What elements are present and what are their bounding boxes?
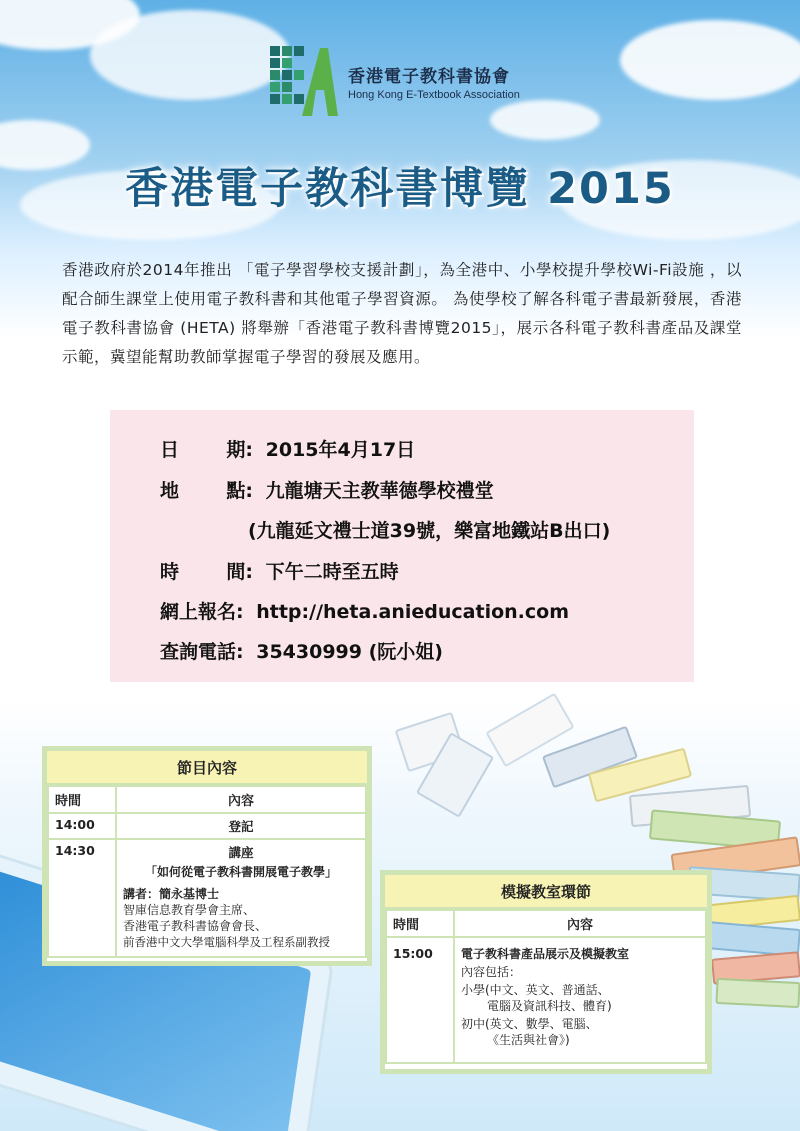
classroom-line: 內容包括： xyxy=(461,965,522,979)
cloud-decoration xyxy=(620,20,800,100)
time-value: 下午二時至五時 xyxy=(265,561,399,583)
classroom-line: 初中(英文、數學、電腦、 xyxy=(461,1017,598,1031)
time-row xyxy=(160,557,399,584)
classroom-heading: 模擬教室環節 xyxy=(385,875,707,909)
table-header-row xyxy=(48,786,366,813)
speaker-role: 前香港中文大學電腦科學及工程系副教授 xyxy=(123,935,330,949)
table-row xyxy=(48,813,366,839)
classroom-line: 小學(中文、英文、普通話、 xyxy=(461,983,610,997)
register-label: 網上報名: xyxy=(160,601,244,623)
row-time: 14:30 xyxy=(48,839,116,957)
speaker-name: 講者：簡永基博士 xyxy=(123,887,220,901)
classroom-panel xyxy=(380,870,712,1074)
speaker-role: 智庫信息教育學會主席、 xyxy=(123,903,256,917)
programme-table xyxy=(47,785,367,958)
row-content: 登記 xyxy=(116,813,366,839)
cloud-decoration xyxy=(90,10,290,100)
programme-panel xyxy=(42,746,372,966)
col-time-header: 時間 xyxy=(386,910,454,937)
logo-name-chinese: 香港電子教科書協會 xyxy=(348,66,510,87)
date-row xyxy=(160,435,415,462)
page-title: 香港電子教科書博覽 2015 xyxy=(125,164,675,214)
talk-label: 講座 xyxy=(228,845,254,860)
book-illustration xyxy=(715,978,800,1008)
col-content-header: 內容 xyxy=(454,910,706,937)
enquiry-value: 35430999 (阮小姐) xyxy=(256,641,443,663)
association-logo xyxy=(268,40,520,122)
event-info-box xyxy=(110,410,694,682)
venue-label: 地 點: xyxy=(160,480,253,502)
classroom-line: 電腦及資訊科技、體育) xyxy=(487,999,612,1013)
speaker-role: 香港電子教科書協會會長、 xyxy=(123,919,268,933)
classroom-title: 電子教科書產品展示及模擬教室 xyxy=(461,947,630,961)
date-value: 2015年4月17日 xyxy=(265,439,416,461)
table-header-row xyxy=(386,910,706,937)
table-row xyxy=(386,937,706,1063)
col-time-header: 時間 xyxy=(48,786,116,813)
talk-topic: 「如何從電子教科書開展電子教學」 xyxy=(144,865,337,879)
col-content-header: 內容 xyxy=(116,786,366,813)
programme-heading: 節目內容 xyxy=(47,751,367,785)
enquiry-label: 查詢電話: xyxy=(160,641,244,663)
venue-address: (九龍延文禮士道39號，樂富地鐵站B出口) xyxy=(248,520,611,542)
table-row xyxy=(48,839,366,957)
row-time: 14:00 xyxy=(48,813,116,839)
logo-name-english: Hong Kong E-Textbook Association xyxy=(348,88,520,101)
classroom-line: 《生活與社會》) xyxy=(487,1033,570,1047)
row-content xyxy=(116,839,366,957)
row-time: 15:00 xyxy=(386,937,454,1063)
venue-row xyxy=(160,476,494,503)
enquiry-row xyxy=(160,637,443,664)
time-label: 時 間: xyxy=(160,561,253,583)
logo-mark-icon xyxy=(268,40,340,122)
date-label: 日 期: xyxy=(160,439,253,461)
register-row xyxy=(160,597,569,624)
row-content xyxy=(454,937,706,1063)
intro-paragraph: 香港政府於2014年推出 「電子學習學校支援計劃」，為全港中、小學校提升學校Wi-Fi設施 ，以配合師生課堂上使用電子教科書和其他電子學習資源。 為使學校了解各科電子書最新發展，香港電子教科書協會 (HETA) 將舉辦「香港電子教科書博覽2015」，展示各科電子教科書產品及課堂示範，冀望能幫助教師掌握電子學習的發展及應用。 xyxy=(62,261,742,366)
classroom-table xyxy=(385,909,707,1064)
register-link[interactable]: http://heta.anieducation.com xyxy=(256,601,570,623)
venue-value: 九龍塘天主教華德學校禮堂 xyxy=(265,480,494,502)
